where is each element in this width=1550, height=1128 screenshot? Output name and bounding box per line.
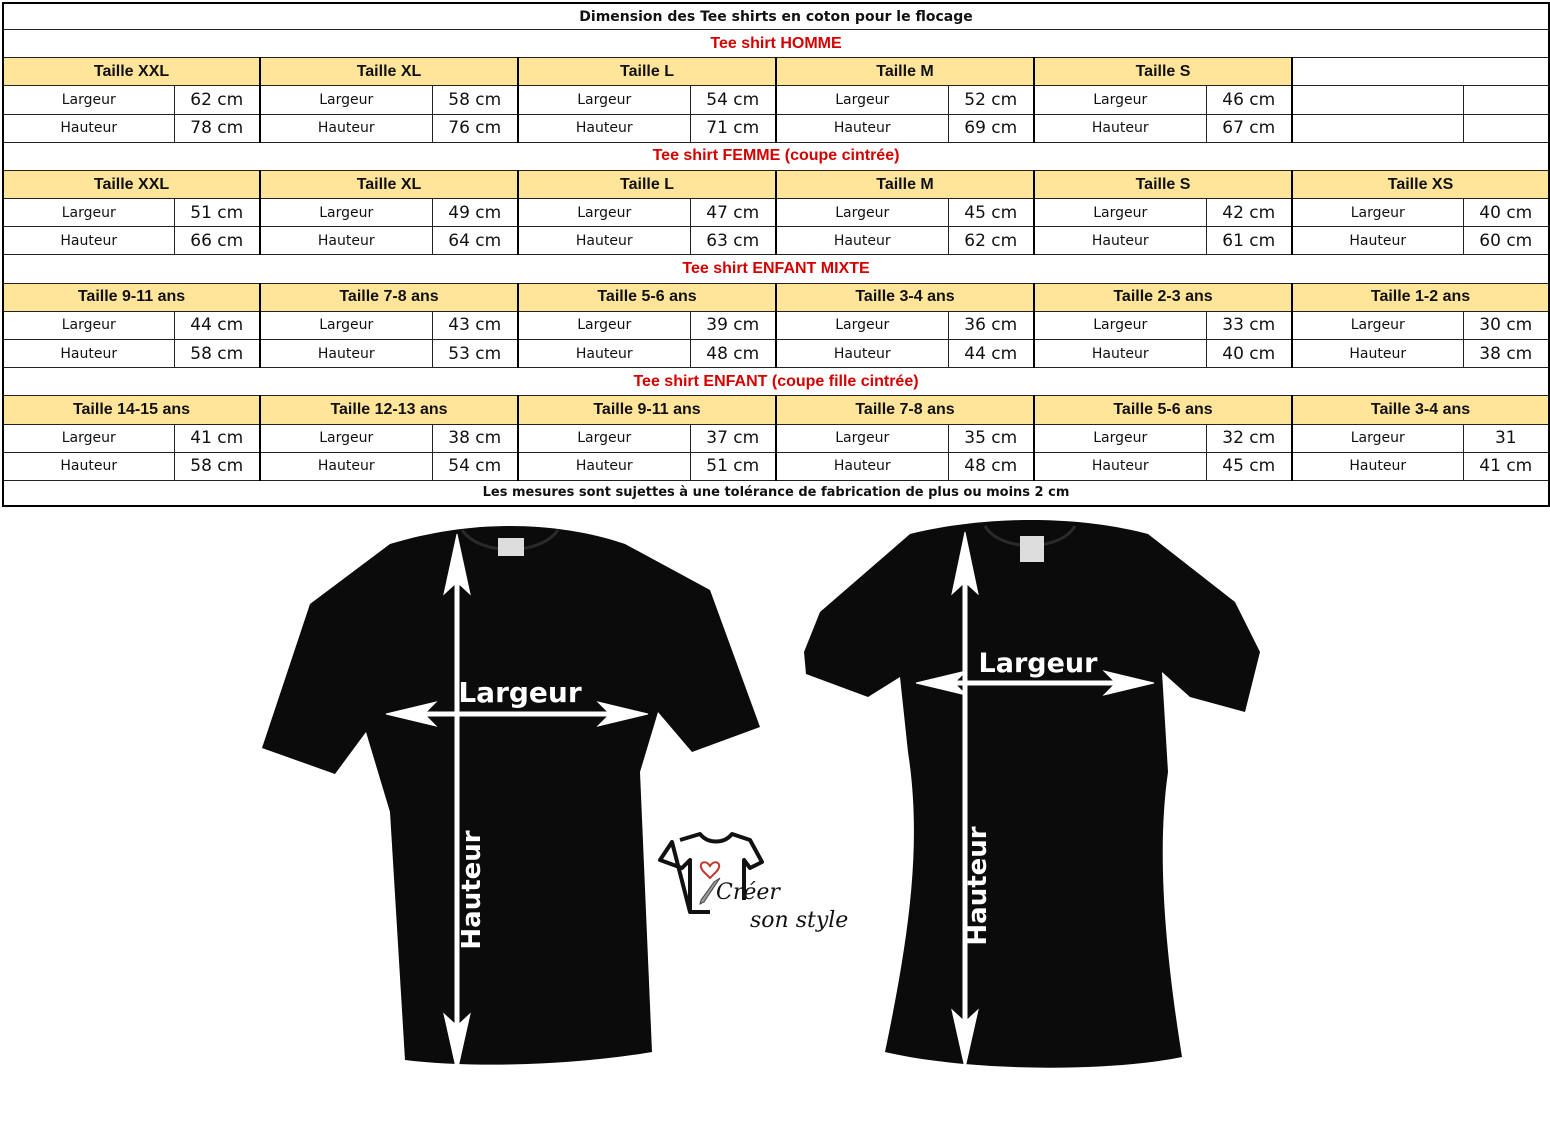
height-value: 67 cm	[1206, 114, 1292, 142]
width-label: Largeur	[260, 199, 432, 227]
height-label: Hauteur	[260, 452, 432, 480]
size-header: Taille S	[1034, 58, 1292, 86]
height-label: Hauteur	[518, 227, 690, 255]
width-label: Largeur	[260, 424, 432, 452]
width-value: 58 cm	[432, 86, 518, 114]
height-value: 58 cm	[174, 340, 260, 368]
width-label: Largeur	[776, 199, 948, 227]
width-value: 32 cm	[1206, 424, 1292, 452]
height-value: 48 cm	[690, 340, 776, 368]
women-label-tag	[1020, 536, 1044, 562]
height-label: Hauteur	[260, 227, 432, 255]
title-row	[3, 3, 1549, 30]
measure-row	[3, 86, 1549, 114]
size-header: Taille 9-11 ans	[518, 396, 776, 424]
width-label: Largeur	[1292, 424, 1463, 452]
width-label: Largeur	[518, 86, 690, 114]
size-header: Taille L	[518, 58, 776, 86]
section-title: Tee shirt ENFANT (coupe fille cintrée)	[3, 368, 1549, 396]
height-label: Hauteur	[3, 114, 174, 142]
measure-row	[3, 227, 1549, 255]
size-header: Taille 7-8 ans	[776, 396, 1034, 424]
women-height-label: Hauteur	[963, 826, 993, 946]
width-label: Largeur	[776, 86, 948, 114]
width-label: Largeur	[1034, 86, 1206, 114]
width-value: 40 cm	[1463, 199, 1549, 227]
width-value: 54 cm	[690, 86, 776, 114]
height-label: Hauteur	[3, 452, 174, 480]
width-label: Largeur	[260, 311, 432, 339]
height-label: Hauteur	[518, 340, 690, 368]
width-label: Largeur	[3, 86, 174, 114]
height-label: Hauteur	[260, 340, 432, 368]
width-label: Largeur	[1034, 199, 1206, 227]
width-value: 52 cm	[948, 86, 1034, 114]
width-label: Largeur	[518, 199, 690, 227]
width-label: Largeur	[776, 311, 948, 339]
width-value: 45 cm	[948, 199, 1034, 227]
height-value: 53 cm	[432, 340, 518, 368]
women-tshirt-shape	[804, 520, 1260, 1068]
section-title: Tee shirt HOMME	[3, 30, 1549, 58]
size-header-row	[3, 283, 1549, 311]
section-title-row	[3, 142, 1549, 170]
height-value: 38 cm	[1463, 340, 1549, 368]
width-label: Largeur	[1292, 199, 1463, 227]
size-header-row	[3, 396, 1549, 424]
height-label: Hauteur	[1034, 114, 1206, 142]
height-label: Hauteur	[1292, 340, 1463, 368]
width-value: 30 cm	[1463, 311, 1549, 339]
size-header: Taille 5-6 ans	[1034, 396, 1292, 424]
width-label: Largeur	[518, 424, 690, 452]
height-value: 69 cm	[948, 114, 1034, 142]
height-label: Hauteur	[776, 227, 948, 255]
width-value: 62 cm	[174, 86, 260, 114]
size-header: Taille 3-4 ans	[776, 283, 1034, 311]
women-tshirt-diagram	[790, 512, 1270, 1082]
empty-cell	[1463, 114, 1549, 142]
brand-text-line2: son style	[750, 908, 849, 933]
height-label: Hauteur	[1292, 452, 1463, 480]
section-title-row	[3, 30, 1549, 58]
width-value: 49 cm	[432, 199, 518, 227]
measure-row	[3, 199, 1549, 227]
size-header: Taille M	[776, 58, 1034, 86]
measure-row	[3, 452, 1549, 480]
men-tshirt-diagram	[240, 512, 780, 1082]
empty-cell	[1463, 86, 1549, 114]
width-label: Largeur	[3, 424, 174, 452]
size-header: Taille 7-8 ans	[260, 283, 518, 311]
width-value: 39 cm	[690, 311, 776, 339]
height-label: Hauteur	[1034, 227, 1206, 255]
height-value: 76 cm	[432, 114, 518, 142]
empty-cell	[1292, 86, 1463, 114]
size-header: Taille 5-6 ans	[518, 283, 776, 311]
tolerance-note: Les mesures sont sujettes à une tolérance de fabrication de plus ou moins 2 cm	[3, 480, 1549, 506]
height-label: Hauteur	[1034, 452, 1206, 480]
section-title-row	[3, 368, 1549, 396]
height-label: Hauteur	[776, 452, 948, 480]
width-value: 44 cm	[174, 311, 260, 339]
height-value: 62 cm	[948, 227, 1034, 255]
height-value: 45 cm	[1206, 452, 1292, 480]
width-label: Largeur	[1034, 424, 1206, 452]
height-label: Hauteur	[1292, 227, 1463, 255]
section-title: Tee shirt FEMME (coupe cintrée)	[3, 142, 1549, 170]
width-label: Largeur	[3, 199, 174, 227]
width-label: Largeur	[3, 311, 174, 339]
size-header: Taille 2-3 ans	[1034, 283, 1292, 311]
height-value: 44 cm	[948, 340, 1034, 368]
width-value: 33 cm	[1206, 311, 1292, 339]
women-width-label: Largeur	[978, 648, 1098, 679]
width-value: 51 cm	[174, 199, 260, 227]
height-label: Hauteur	[3, 340, 174, 368]
size-header: Taille L	[518, 170, 776, 198]
size-header: Taille 12-13 ans	[260, 396, 518, 424]
men-label-tag	[498, 538, 524, 556]
size-header: Taille 9-11 ans	[3, 283, 260, 311]
logo-heart-icon	[701, 862, 719, 878]
men-width-label: Largeur	[458, 676, 582, 709]
empty-cell	[1292, 58, 1549, 86]
height-value: 71 cm	[690, 114, 776, 142]
height-label: Hauteur	[776, 340, 948, 368]
size-header: Taille XL	[260, 170, 518, 198]
footer-row	[3, 480, 1549, 506]
size-header: Taille 3-4 ans	[1292, 396, 1549, 424]
height-value: 63 cm	[690, 227, 776, 255]
size-header-row	[3, 170, 1549, 198]
section-title-row	[3, 255, 1549, 283]
size-table	[2, 2, 1550, 507]
size-header: Taille XXL	[3, 58, 260, 86]
width-label: Largeur	[776, 424, 948, 452]
width-value: 36 cm	[948, 311, 1034, 339]
height-label: Hauteur	[260, 114, 432, 142]
width-value: 46 cm	[1206, 86, 1292, 114]
size-header: Taille 1-2 ans	[1292, 283, 1549, 311]
height-value: 66 cm	[174, 227, 260, 255]
height-label: Hauteur	[518, 452, 690, 480]
height-value: 64 cm	[432, 227, 518, 255]
size-header: Taille 14-15 ans	[3, 396, 260, 424]
empty-cell	[1292, 114, 1463, 142]
size-header: Taille XXL	[3, 170, 260, 198]
measure-row	[3, 424, 1549, 452]
size-header: Taille M	[776, 170, 1034, 198]
height-value: 48 cm	[948, 452, 1034, 480]
section-title: Tee shirt ENFANT MIXTE	[3, 255, 1549, 283]
height-value: 60 cm	[1463, 227, 1549, 255]
width-label: Largeur	[518, 311, 690, 339]
height-label: Hauteur	[1034, 340, 1206, 368]
height-value: 51 cm	[690, 452, 776, 480]
measure-row	[3, 114, 1549, 142]
height-value: 61 cm	[1206, 227, 1292, 255]
height-value: 78 cm	[174, 114, 260, 142]
width-value: 31	[1463, 424, 1549, 452]
brand-text-line1: Créer	[716, 880, 780, 905]
width-value: 38 cm	[432, 424, 518, 452]
measure-row	[3, 340, 1549, 368]
width-value: 42 cm	[1206, 199, 1292, 227]
width-value: 43 cm	[432, 311, 518, 339]
measure-row	[3, 311, 1549, 339]
height-value: 54 cm	[432, 452, 518, 480]
height-value: 40 cm	[1206, 340, 1292, 368]
size-header: Taille XS	[1292, 170, 1549, 198]
width-value: 37 cm	[690, 424, 776, 452]
size-header-row	[3, 58, 1549, 86]
width-label: Largeur	[1292, 311, 1463, 339]
height-label: Hauteur	[776, 114, 948, 142]
height-label: Hauteur	[518, 114, 690, 142]
width-label: Largeur	[260, 86, 432, 114]
width-value: 35 cm	[948, 424, 1034, 452]
height-value: 41 cm	[1463, 452, 1549, 480]
size-header: Taille S	[1034, 170, 1292, 198]
width-value: 41 cm	[174, 424, 260, 452]
height-label: Hauteur	[3, 227, 174, 255]
height-value: 58 cm	[174, 452, 260, 480]
men-height-label: Hauteur	[457, 830, 487, 950]
width-label: Largeur	[1034, 311, 1206, 339]
men-tshirt-shape	[262, 526, 760, 1065]
size-header: Taille XL	[260, 58, 518, 86]
width-value: 47 cm	[690, 199, 776, 227]
page-title: Dimension des Tee shirts en coton pour le flocage	[3, 3, 1549, 30]
